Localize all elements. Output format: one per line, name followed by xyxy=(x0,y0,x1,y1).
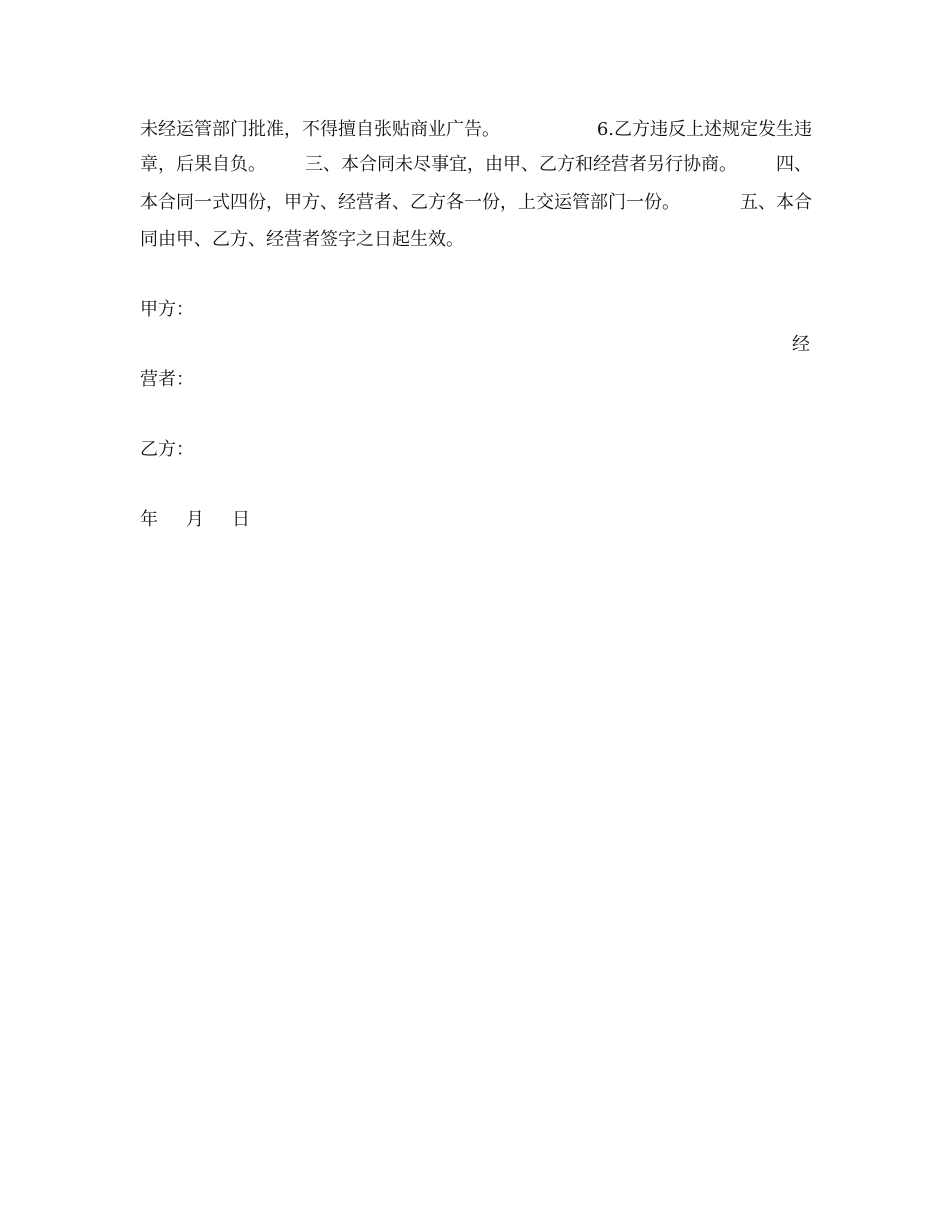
date-year: 年 xyxy=(140,509,158,530)
date-month: 月 xyxy=(186,509,204,530)
paragraph-line-3-left: 本合同一式四份，甲方、经营者、乙方各一份，上交运管部门一份。 xyxy=(140,192,680,213)
party-b-label: 乙方： xyxy=(140,439,194,460)
operator-label-part2: 营者： xyxy=(140,369,194,390)
paragraph-line-1-left: 未经运管部门批准，不得擅自张贴商业广告。 xyxy=(140,119,500,140)
paragraph-line-2-left: 章，后果自负。 xyxy=(140,154,266,175)
date-day: 日 xyxy=(232,509,250,530)
operator-label-part1: 经 xyxy=(792,334,810,355)
paragraph-line-2-right: 四、 xyxy=(776,154,812,175)
paragraph-line-1-right: 6.乙方违反上述规定发生违 xyxy=(596,119,812,140)
paragraph-line-4 xyxy=(140,225,812,255)
paragraph-line-3 xyxy=(140,188,812,218)
paragraph-line-2 xyxy=(140,150,812,180)
paragraph-line-3-right: 五、本合 xyxy=(740,192,812,213)
paragraph-line-4-left: 同由甲、乙方、经营者签字之日起生效。 xyxy=(140,229,464,250)
party-a-label: 甲方： xyxy=(140,299,194,320)
paragraph-line-2-mid: 三、本合同未尽事宜，由甲、乙方和经营者另行协商。 xyxy=(305,154,737,175)
paragraph-line-1 xyxy=(140,115,812,145)
date-line xyxy=(140,505,278,535)
